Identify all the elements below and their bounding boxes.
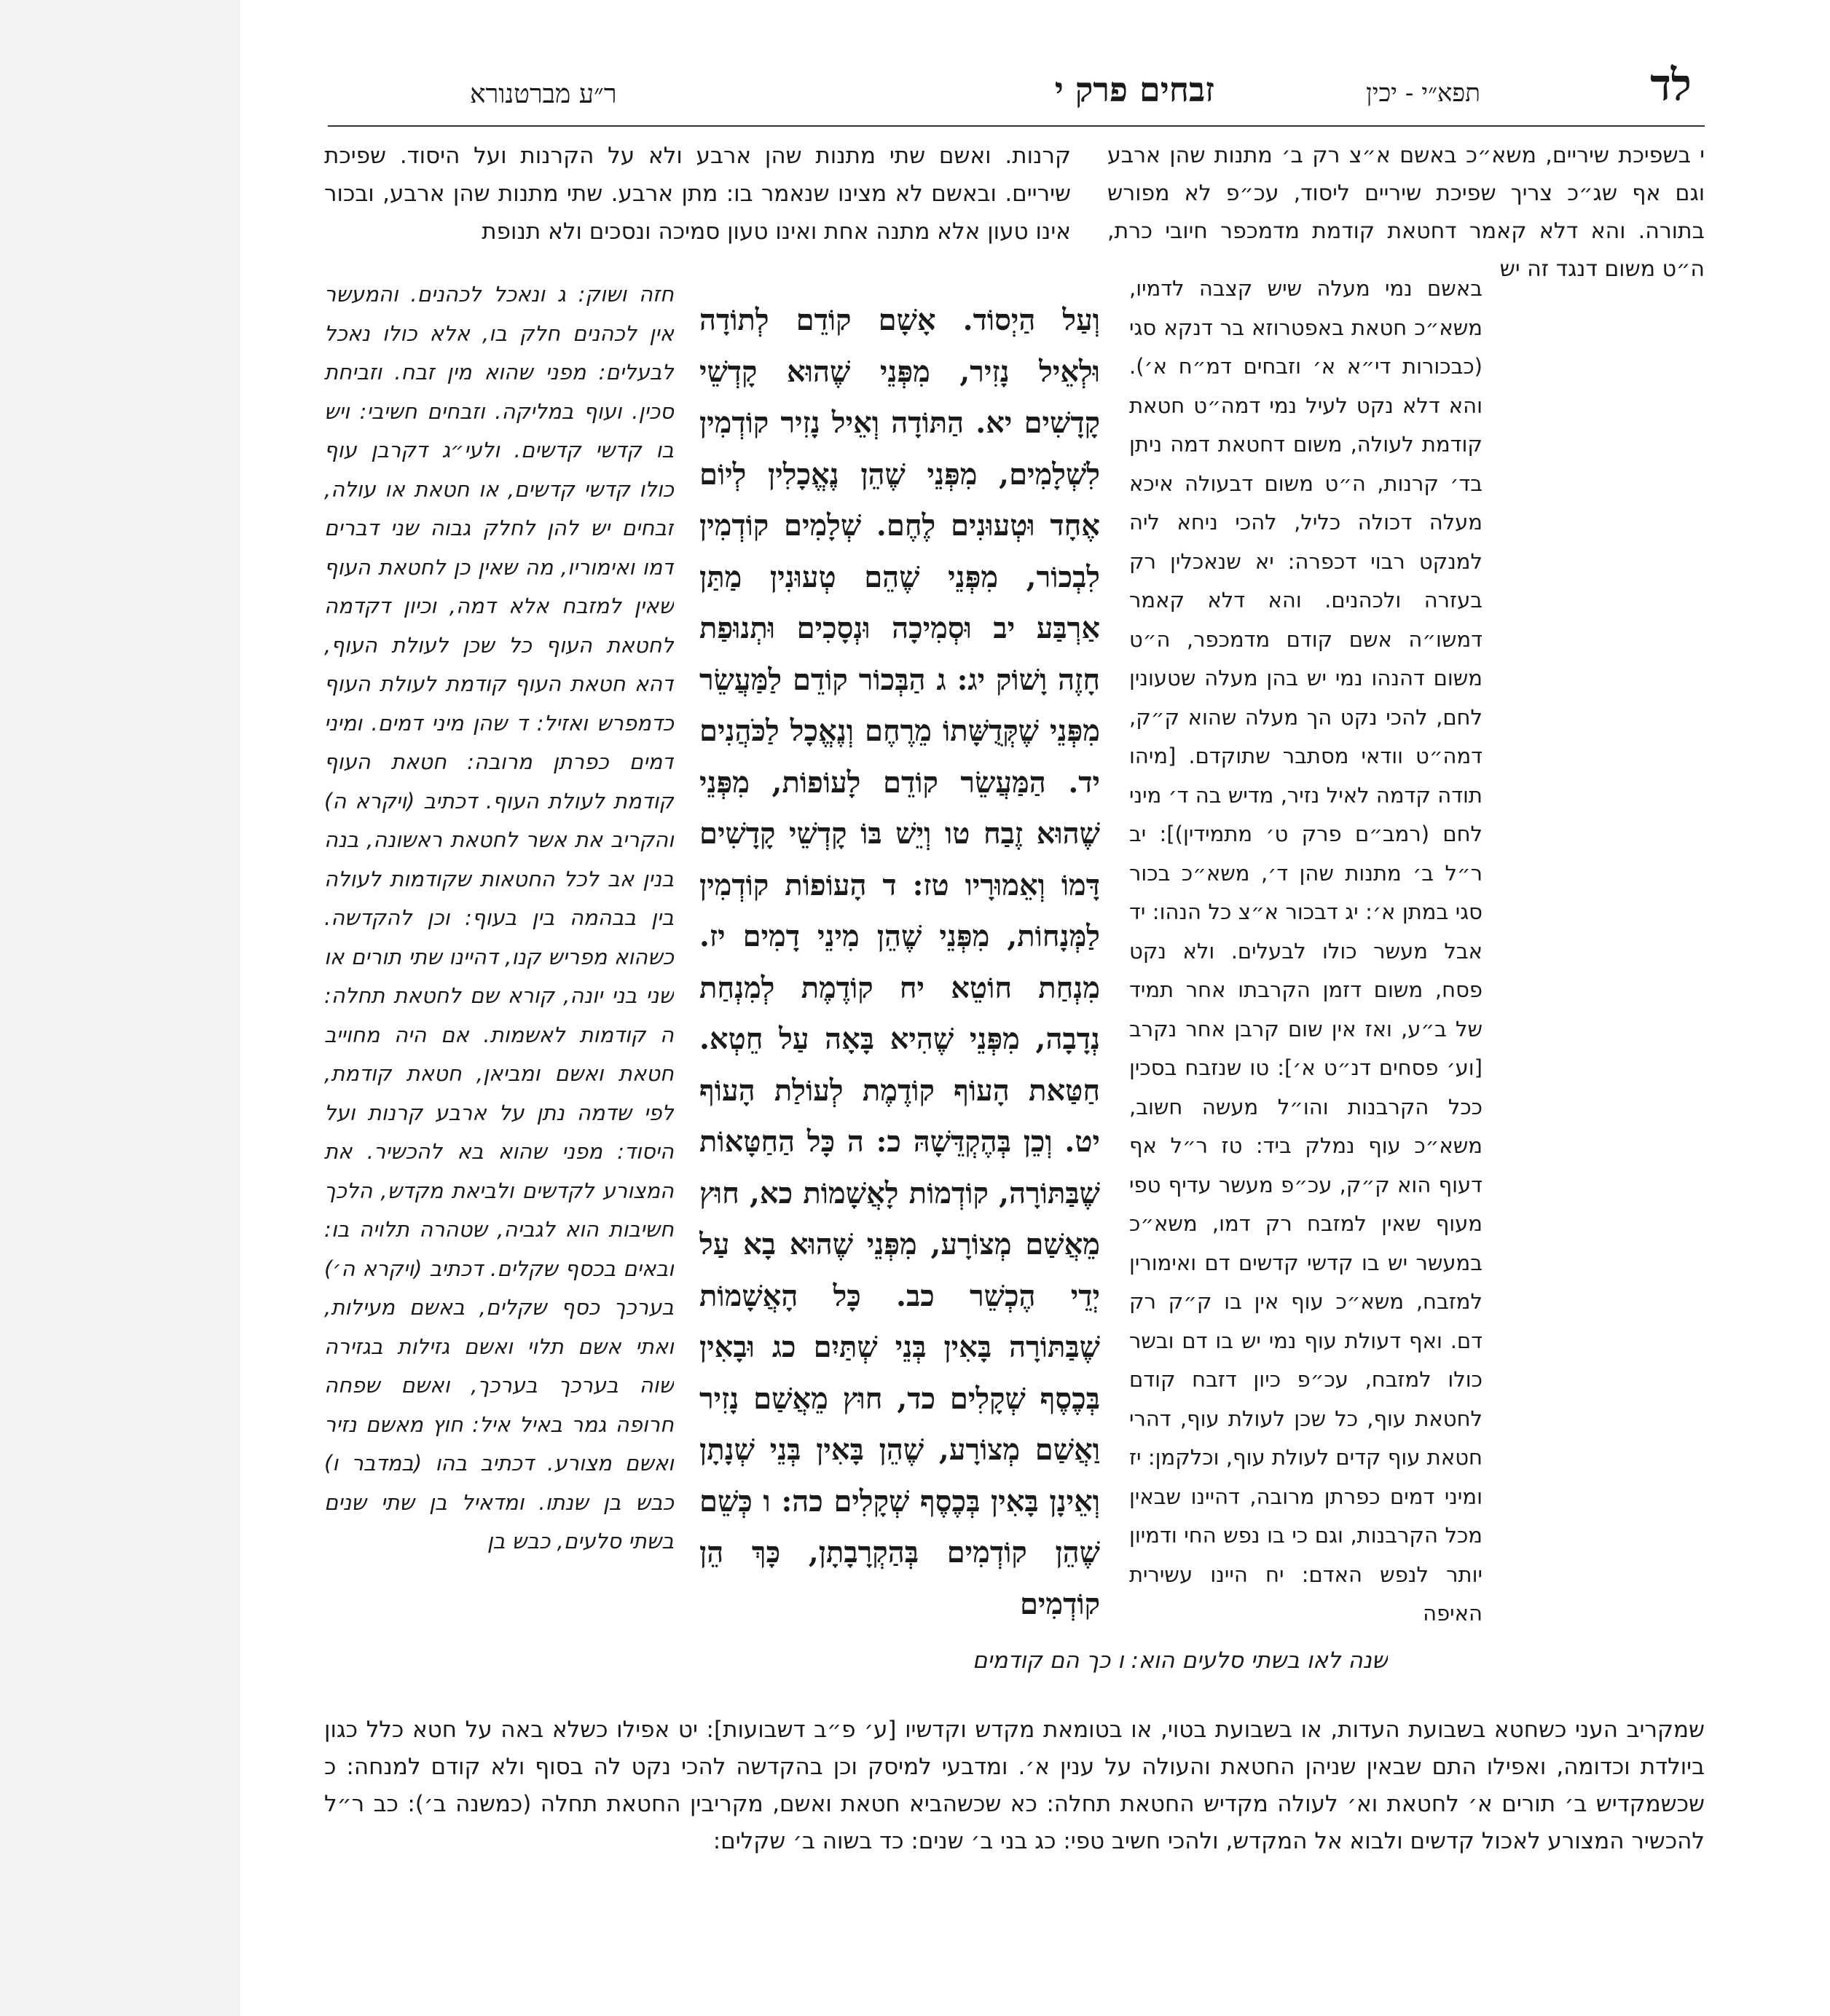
running-head-tifyakhin: תפא״י - יכין: [1365, 79, 1480, 108]
running-head-bartenura: ר״ע מברטנורא: [470, 79, 617, 109]
bartenura-top-text: קרנות. ואשם שתי מתנות שהן ארבע ולא על הקרנות ועל היסוד. שפיכת שיריים. ובאשם לא מצינו שנאמר בו: מתן ארבע. שתי מתנות שהן ארבע, ובכור אינו טעון אלא מתנה אחת ואינו טעון סמיכה ונסכים ולא תנופת: [324, 143, 1071, 245]
tifyakhin-bottom-text: שמקריב העני כשחטא בשבועת העדות, או בשבועת בטוי, או בטומאת מקדש וקדשיו [ע׳ פ״ב דשבועות]: יט אפילו כשלא באה על חטא כלל כגון ביולדת וכדומה, ואפילו התם שבאין שניהן החטאת והעולה על ענין א׳. ומדבעי למיסק וכן בהקדשה להכי נקט לה בסוף ולא קודם למנחה: כ שכשמקדיש ב׳ תורים א׳ לחטאת וא׳ לעולה מקדיש החטאת תחלה: כא שכשהביא חטאת ואשם, מקריבין החטאת תחלה (כמשנה ב׳): כב ר״ל להכשיר המצורע לאכול קדשים ולבוא אל המקדש, ולהכי חשיב טפי: כג בני ב׳ שנים: כד בשוה ב׳ שקלים:: [324, 1717, 1705, 1854]
tifyakhin-commentary-top: [1107, 137, 1705, 288]
bartenura-commentary-bottom: [324, 1642, 1388, 1679]
bartenura-commentary-column: [324, 275, 674, 1645]
running-head-title: זבחים פרק י: [1054, 70, 1214, 109]
page-header: [240, 60, 1830, 124]
tifyakhin-commentary-bottom: [324, 1712, 1705, 1860]
header-rule: [328, 125, 1705, 127]
page: [240, 0, 1830, 2016]
mishnah-text: וְעַל הַיְסוֹד. אָשָׁם קוֹדֵם לְתוֹדָה וּלְאֵיל נָזִיר, מִפְּנֵי שֶׁהוּא קָדְשֵׁי קָדָשִׁים יא. הַתּוֹדָה וְאֵיל נָזִיר קוֹדְמִין לִשְׁלָמִים, מִפְּנֵי שֶׁהֵן נֶאֱכָלִין לְיוֹם אֶחָד וּטְעוּנִים לֶחֶם. שְׁלָמִים קוֹדְמִין לִבְכוֹר, מִפְּנֵי שֶׁהֵם טְעוּנִין מַתַּן אַרְבַּע יב וּסְמִיכָה וּנְסָכִים וּתְנוּפַת חָזֶה וָשׁוֹק יג: ג הַבְּכוֹר קוֹדֵם לַמַּעֲשֵׂר מִפְּנֵי שֶׁקְּדֻשָּׁתוֹ מֵרֶחֶם וְנֶאֱכָל לַכֹּהֲנִים יד. הַמַּעֲשֵׂר קוֹדֵם לָעוֹפוֹת, מִפְּנֵי שֶׁהוּא זֶבַח טו וְיֵשׁ בּוֹ קָדְשֵׁי קָדָשִׁים דָּמוֹ וְאֵמוּרָיו טז: ד הָעוֹפוֹת קוֹדְמִין לַמְּנָחוֹת, מִפְּנֵי שֶׁהֵן מִינֵי דָמִים יז. מִנְחַת חוֹטֵא יח קוֹדֶמֶת לְמִנְחַת נְדָבָה, מִפְּנֵי שֶׁהִיא בָּאָה עַל חֵטְא. חַטַּאת הָעוֹף קוֹדֶמֶת לְעוֹלַת הָעוֹף יט. וְכֵן בְּהֶקְדֵּשָׁהּ כ: ה כָּל הַחַטָּאוֹת שֶׁבַּתּוֹרָה, קוֹדְמוֹת לָאֲשָׁמוֹת כא, חוּץ מֵאֲשַׁם מְצוֹרָע, מִפְּנֵי שֶׁהוּא בָא עַל יְדֵי הֶכְשֵׁר כב. כָּל הָאֲשָׁמוֹת שֶׁבַּתּוֹרָה בָּאִין בְּנֵי שְׁתַּיִם כג וּבָאִין בְּכֶסֶף שְׁקָלִים כד, חוּץ מֵאֲשַׁם נָזִיר וַאֲשַׁם מְצוֹרָע, שֶׁהֵן בָּאִין בְּנֵי שְׁנָתָן וְאֵינָן בָּאִין בְּכֶסֶף שְׁקָלִים כה: ו כְּשֵׁם שֶׁהֵן קוֹדְמִים בְּהַקְרָבָתָן, כָּךְ הֵן קוֹדְמִים: [699, 303, 1100, 1621]
bartenura-bottom-text: שנה לאו בשתי סלעים הוא: ו כך הם קודמים: [972, 1647, 1388, 1674]
bartenura-commentary-top: [324, 137, 1071, 251]
tifyakhin-commentary-column: [1129, 269, 1483, 1646]
tifyakhin-top-text: י בשפיכת שיריים, משא״כ באשם א״צ רק ב׳ מתנות שהן ארבע וגם אף שג״כ צריך שפיכת שיריים ליסוד, עכ״פ לא מפורש בתורה. והא דלא קאמר דחטאת קודמת מדמכפר חיובי כרת, ה״ט משום דנגד זה יש: [1107, 143, 1705, 282]
tifyakhin-column-text: באשם נמי מעלה שיש קצבה לדמיו, משא״כ חטאת באפטרוזא בר דנקא סגי (כבכורות די״א א׳ וזבחים דמ״ח א׳). והא דלא נקט לעיל נמי דמה״ט חטאת קודמת לעולה, משום דחטאת דמה ניתן בד׳ קרנות, ה״ט משום דבעולה איכא מעלה דכולה כליל, להכי ניחא ליה למנקט רבוי דכפרה: יא שנאכלין רק בעזרה ולכהנים. והא דלא קאמר דמשו״ה אשם קודם מדמכפר, ה״ט משום דהנהו נמי יש בהן מעלה שטעונין לחם, להכי נקט הך מעלה שהוא ק״ק, דמה״ט וודאי מסתבר שתוקדם. [מיהו תודה קדמה לאיל נזיר, מדיש בה ד׳ מיני לחם (רמב״ם פרק ט׳ מתמידין)]: יב ר״ל ב׳ מתנות שהן ד׳, משא״כ בכור סגי במתן א׳: יג דבכור א״צ כל הנהו: יד אבל מעשר כולו לבעלים. ולא נקט פסח, משום דזמן הקרבתו אחר תמיד של ב״ע, ואז אין שום קרבן אחר נקרב [וע׳ פסחים דנ״ט א׳]: טו שנזבח בסכין ככל הקרבנות והו״ל מעשה חשוב, משא״כ עוף נמלק ביד: טז ר״ל אף דעוף הוא ק״ק, עכ״פ מעשר עדיף טפי מעוף שאין למזבח רק דמו, משא״כ במעשר יש בו קדשי קדשים דם ואימורין למזבח, משא״כ עוף אין בו ק״ק רק דם. ואף דעולת עוף נמי יש בו דם ובשר כולו למזבח, עכ״פ כיון דזבח קודם לחטאת עוף, כל שכן לעולת עוף, דהרי חטאת עוף קדים לעולת עוף, וכלקמן: יז ומיני דמים כפרתן מרובה, דהיינו שבאין מכל הקרבנות, וגם כי בו נפש החי ודמיון יותר לנפש האדם: יח היינו עשירית האיפה: [1129, 276, 1483, 1626]
mishnah-text-column: [699, 295, 1100, 1642]
page-number: לד: [1650, 60, 1692, 111]
bartenura-column-text: חזה ושוק: ג ונאכל לכהנים. והמעשר אין לכהנים חלק בו, אלא כולו נאכל לבעלים: מפני שהוא מין זבח. וזביחת סכין. ועוף במליקה. וזבחים חשיבי: ויש בו קדשי קדשים. ולעי״ג דקרבן עוף כולו קדשי קדשים, או חטאת או עולה, זבחים יש להן לחלק גבוה שני דברים דמו ואימוריו, מה שאין כן לחטאת העוף שאין למזבח אלא דמה, וכיון דקדמה לחטאת העוף כל שכן לעולת העוף, דהא חטאת העוף קודמת לעולת העוף כדמפרש ואזיל: ד שהן מיני דמים. ומיני דמים כפרתן מרובה: חטאת העוף קודמת לעולת העוף. דכתיב (ויקרא ה) והקריב את אשר לחטאת ראשונה, בנה בנין אב לכל החטאות שקודמות לעולה בין בבהמה בין בעוף: וכן להקדשה. כשהוא מפריש קנו, דהיינו שתי תורים או שני בני יונה, קורא שם לחטאת תחלה: ה קודמות לאשמות. אם היה מחוייב חטאת ואשם ומביאן, חטאת קודמת, לפי שדמה נתן על ארבע קרנות ועל היסוד: מפני שהוא בא להכשיר. את המצורע לקדשים ולביאת מקדש, הלכך חשיבות הוא לגביה, שטהרה תלויה בו: ובאים בכסף שקלים. דכתיב (ויקרא ה׳) בערכך כסף שקלים, באשם מעילות, ואתי אשם תלוי ואשם גזילות בגזירה שוה בערכך בערכך, ואשם שפחה חרופה גמר באיל איל: חוץ מאשם נזיר ואשם מצורע. דכתיב בהו (במדבר ו) כבש בן שנתו. ומדאיל בן שתי שנים בשתי סלעים, כבש בן: [324, 282, 674, 1554]
